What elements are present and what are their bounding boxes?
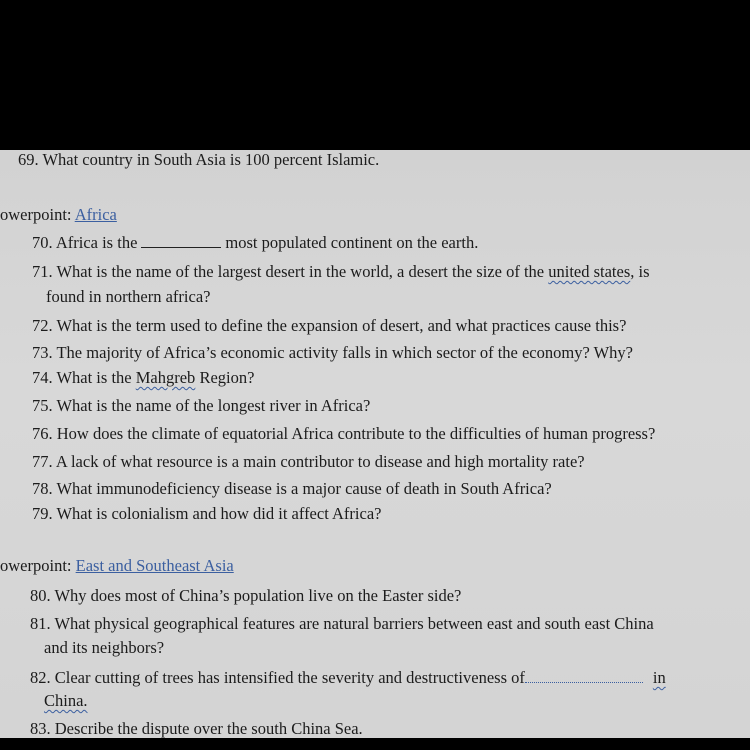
question-79: 79. What is colonialism and how did it affect Africa? bbox=[32, 504, 382, 523]
question-76: 76. How does the climate of equatorial Africa contribute to the difficulties of human progress? bbox=[32, 424, 656, 443]
section-heading-east-asia bbox=[0, 556, 234, 576]
question-81-line2: and its neighbors? bbox=[44, 638, 165, 657]
q74-before: 74. What is the bbox=[32, 368, 136, 387]
question-71 bbox=[32, 262, 650, 282]
q70-after: most populated continent on the earth. bbox=[225, 233, 479, 252]
q70-before: 70. Africa is the bbox=[32, 233, 138, 252]
question-77: 77. A lack of what resource is a main contributor to disease and high mortality rate? bbox=[32, 452, 585, 471]
question-71-line2: found in northern africa? bbox=[46, 287, 211, 306]
q74-after: Region? bbox=[195, 368, 255, 387]
q71-part2: , is bbox=[630, 262, 650, 281]
question-75: 75. What is the name of the longest river in Africa? bbox=[32, 396, 371, 415]
q74-mahgreb: Mahgreb bbox=[135, 368, 196, 387]
section-heading-africa bbox=[0, 205, 117, 225]
q70-blank bbox=[141, 233, 221, 248]
question-73: 73. The majority of Africa’s economic activity falls in which sector of the economy? Why? bbox=[32, 343, 634, 362]
question-81: 81. What physical geographical features are natural barriers between east and south east China bbox=[30, 614, 654, 633]
question-69: 69. What country in South Asia is 100 percent Islamic. bbox=[18, 150, 380, 169]
section-prefix: owerpoint: bbox=[0, 205, 75, 224]
question-72: 72. What is the term used to define the expansion of desert, and what practices cause this? bbox=[32, 316, 627, 335]
east-southeast-asia-link[interactable]: East and Southeast Asia bbox=[75, 556, 234, 575]
question-82 bbox=[30, 668, 666, 688]
q71-part1: 71. What is the name of the largest desert in the world, a desert the size of the bbox=[32, 262, 549, 281]
question-80: 80. Why does most of China’s population live on the Easter side? bbox=[30, 586, 462, 605]
africa-link[interactable]: Africa bbox=[74, 205, 117, 224]
q82-in: in bbox=[652, 668, 666, 687]
q82-line1: 82. Clear cutting of trees has intensified the severity and destructiveness of bbox=[30, 668, 525, 687]
question-74 bbox=[32, 368, 254, 388]
question-83: 83. Describe the dispute over the south China Sea. bbox=[30, 719, 363, 738]
q82-china: China. bbox=[44, 691, 88, 710]
q82-blank bbox=[525, 668, 643, 683]
question-70 bbox=[32, 233, 478, 253]
document-page bbox=[0, 150, 750, 738]
q71-united-states: united states bbox=[548, 262, 631, 281]
section2-prefix: owerpoint: bbox=[0, 556, 76, 575]
question-82-line2 bbox=[44, 691, 88, 711]
question-78: 78. What immunodeficiency disease is a major cause of death in South Africa? bbox=[32, 479, 552, 498]
